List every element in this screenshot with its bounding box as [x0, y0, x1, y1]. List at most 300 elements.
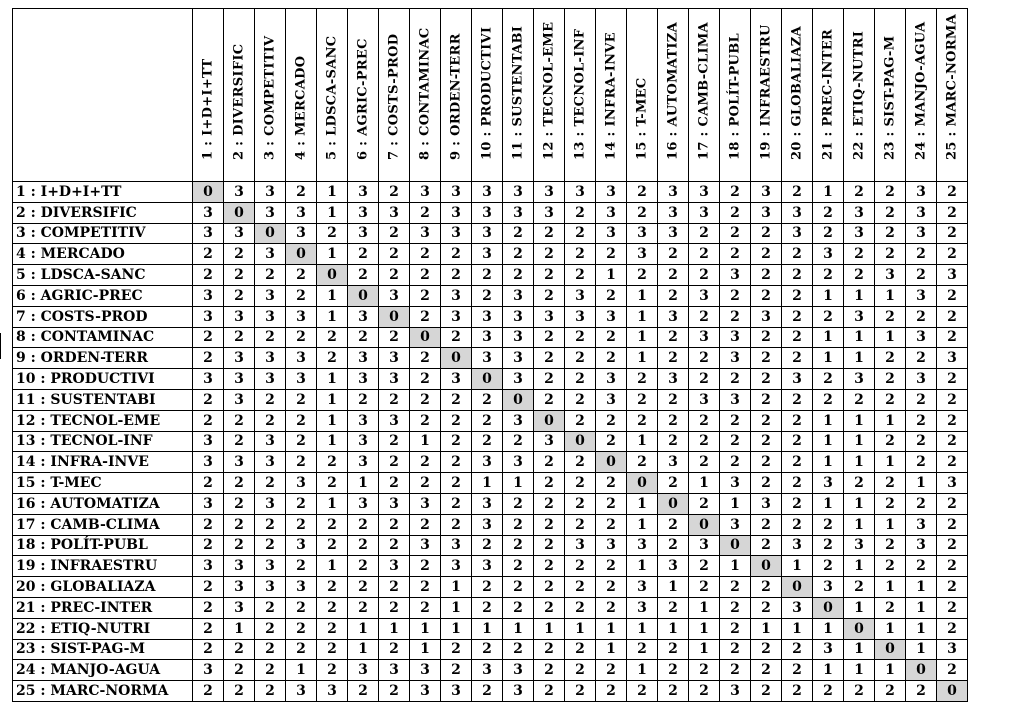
matrix-cell: 2 [937, 410, 968, 431]
matrix-cell: 2 [937, 514, 968, 535]
column-header [503, 9, 534, 182]
matrix-cell: 2 [193, 577, 224, 598]
table-row [13, 182, 968, 203]
matrix-cell: 2 [875, 681, 906, 702]
matrix-cell: 2 [193, 639, 224, 660]
matrix-cell: 2 [193, 681, 224, 702]
matrix-cell: 2 [224, 681, 255, 702]
matrix-cell: 3 [658, 556, 689, 577]
matrix-cell: 2 [658, 473, 689, 494]
matrix-cell: 2 [565, 369, 596, 390]
matrix-cell: 2 [503, 597, 534, 618]
matrix-cell: 2 [937, 306, 968, 327]
influence-matrix [12, 8, 968, 702]
column-header [813, 9, 844, 182]
matrix-cell: 2 [348, 514, 379, 535]
matrix-cell: 1 [410, 639, 441, 660]
matrix-cell: 2 [720, 202, 751, 223]
matrix-cell: 3 [503, 681, 534, 702]
matrix-cell: 1 [317, 556, 348, 577]
matrix-cell: 2 [317, 660, 348, 681]
table-row [13, 265, 968, 286]
matrix-cell: 3 [441, 369, 472, 390]
matrix-cell: 2 [937, 182, 968, 203]
matrix-cell: 3 [782, 223, 813, 244]
matrix-cell: 3 [286, 369, 317, 390]
matrix-cell: 3 [658, 369, 689, 390]
matrix-cell: 2 [441, 410, 472, 431]
matrix-cell: 3 [224, 348, 255, 369]
matrix-cell: 2 [224, 514, 255, 535]
matrix-cell: 1 [875, 327, 906, 348]
column-header-label: 11 : SUSTENTABI [510, 25, 526, 160]
matrix-cell: 1 [596, 265, 627, 286]
matrix-cell: 2 [565, 473, 596, 494]
matrix-cell: 3 [689, 182, 720, 203]
matrix-cell: 2 [503, 577, 534, 598]
matrix-cell: 3 [875, 265, 906, 286]
matrix-cell: 1 [534, 618, 565, 639]
matrix-cell: 2 [596, 244, 627, 265]
diagonal-cell: 0 [689, 514, 720, 535]
matrix-cell: 3 [565, 306, 596, 327]
matrix-cell: 2 [224, 265, 255, 286]
matrix-cell: 2 [317, 223, 348, 244]
matrix-cell: 2 [224, 473, 255, 494]
matrix-cell: 3 [348, 660, 379, 681]
matrix-cell: 2 [720, 244, 751, 265]
row-header-label: 17 : CAMB-CLIMA [13, 514, 193, 535]
column-header-label: 16 : AUTOMATIZA [665, 22, 681, 160]
matrix-cell: 2 [193, 514, 224, 535]
matrix-cell: 3 [286, 202, 317, 223]
matrix-cell: 3 [379, 369, 410, 390]
matrix-cell: 3 [379, 202, 410, 223]
matrix-cell: 3 [782, 597, 813, 618]
matrix-cell: 2 [410, 369, 441, 390]
matrix-cell: 2 [565, 556, 596, 577]
matrix-cell: 2 [410, 202, 441, 223]
matrix-cell: 3 [658, 223, 689, 244]
matrix-cell: 2 [751, 369, 782, 390]
matrix-cell: 2 [503, 514, 534, 535]
matrix-cell: 3 [224, 306, 255, 327]
column-header-label: 15 : T-MEC [634, 77, 650, 160]
matrix-cell: 2 [689, 410, 720, 431]
matrix-cell: 3 [751, 182, 782, 203]
matrix-cell: 1 [813, 660, 844, 681]
matrix-cell: 3 [472, 348, 503, 369]
matrix-cell: 3 [472, 493, 503, 514]
matrix-cell: 2 [193, 535, 224, 556]
matrix-cell: 3 [689, 285, 720, 306]
matrix-cell: 3 [255, 556, 286, 577]
matrix-cell: 3 [286, 473, 317, 494]
matrix-cell: 2 [379, 431, 410, 452]
column-header [875, 9, 906, 182]
matrix-cell: 2 [658, 514, 689, 535]
matrix-cell: 3 [906, 285, 937, 306]
column-header-row [13, 9, 968, 182]
matrix-cell: 3 [472, 327, 503, 348]
matrix-cell: 2 [503, 556, 534, 577]
matrix-cell: 1 [410, 431, 441, 452]
matrix-cell: 2 [596, 514, 627, 535]
matrix-cell: 3 [472, 182, 503, 203]
matrix-cell: 1 [658, 577, 689, 598]
matrix-cell: 3 [286, 681, 317, 702]
matrix-cell: 2 [472, 681, 503, 702]
matrix-cell: 2 [782, 514, 813, 535]
matrix-cell: 3 [596, 369, 627, 390]
matrix-cell: 2 [534, 265, 565, 286]
matrix-cell: 2 [317, 514, 348, 535]
column-header [534, 9, 565, 182]
matrix-cell: 2 [720, 577, 751, 598]
matrix-cell: 3 [844, 535, 875, 556]
matrix-cell: 2 [782, 639, 813, 660]
matrix-cell: 2 [503, 535, 534, 556]
matrix-cell: 2 [751, 285, 782, 306]
row-header-label: 11 : SUSTENTABI [13, 389, 193, 410]
matrix-cell: 1 [782, 556, 813, 577]
diagonal-cell: 0 [193, 182, 224, 203]
matrix-cell: 1 [875, 618, 906, 639]
column-header-label: 13 : TECNOL-INF [572, 28, 588, 160]
matrix-cell: 2 [286, 493, 317, 514]
matrix-cell: 3 [348, 452, 379, 473]
matrix-cell: 3 [410, 660, 441, 681]
table-row [13, 410, 968, 431]
matrix-cell: 2 [689, 265, 720, 286]
matrix-cell: 2 [286, 327, 317, 348]
matrix-cell: 1 [317, 369, 348, 390]
matrix-cell: 1 [379, 618, 410, 639]
matrix-cell: 2 [720, 223, 751, 244]
table-row [13, 327, 968, 348]
matrix-cell: 2 [906, 244, 937, 265]
matrix-cell: 3 [224, 182, 255, 203]
matrix-cell: 2 [689, 369, 720, 390]
matrix-cell: 3 [813, 473, 844, 494]
matrix-cell: 2 [224, 660, 255, 681]
matrix-cell: 3 [596, 389, 627, 410]
matrix-cell: 2 [441, 493, 472, 514]
matrix-cell: 2 [596, 556, 627, 577]
matrix-cell: 2 [813, 681, 844, 702]
matrix-cell: 2 [906, 348, 937, 369]
matrix-cell: 2 [658, 639, 689, 660]
matrix-cell: 1 [813, 618, 844, 639]
matrix-cell: 2 [782, 452, 813, 473]
matrix-cell: 3 [844, 202, 875, 223]
matrix-cell: 2 [751, 348, 782, 369]
matrix-cell: 2 [286, 389, 317, 410]
matrix-cell: 2 [565, 223, 596, 244]
matrix-cell: 3 [596, 535, 627, 556]
matrix-cell: 3 [565, 285, 596, 306]
matrix-cell: 2 [565, 410, 596, 431]
matrix-cell: 2 [379, 577, 410, 598]
column-header-label: 6 : AGRIC-PREC [355, 38, 371, 160]
matrix-cell: 3 [658, 182, 689, 203]
matrix-cell: 1 [720, 556, 751, 577]
diagonal-cell: 0 [720, 535, 751, 556]
matrix-cell: 1 [689, 639, 720, 660]
matrix-cell: 2 [596, 681, 627, 702]
matrix-cell: 2 [596, 285, 627, 306]
table-row [13, 597, 968, 618]
table-row [13, 223, 968, 244]
matrix-cell: 3 [472, 556, 503, 577]
matrix-cell: 1 [844, 285, 875, 306]
matrix-cell: 2 [937, 618, 968, 639]
column-header-label: 12 : TECNOL-EME [541, 21, 557, 160]
matrix-cell: 2 [844, 577, 875, 598]
matrix-cell: 2 [720, 660, 751, 681]
matrix-cell: 3 [751, 493, 782, 514]
column-header [348, 9, 379, 182]
column-header [782, 9, 813, 182]
matrix-cell: 2 [379, 244, 410, 265]
matrix-cell: 2 [534, 556, 565, 577]
matrix-cell: 2 [565, 389, 596, 410]
matrix-cell: 1 [875, 577, 906, 598]
matrix-cell: 3 [255, 348, 286, 369]
diagonal-cell: 0 [844, 618, 875, 639]
matrix-cell: 2 [441, 265, 472, 286]
matrix-cell: 1 [410, 618, 441, 639]
matrix-cell: 3 [844, 306, 875, 327]
matrix-cell: 3 [720, 681, 751, 702]
matrix-cell: 3 [286, 577, 317, 598]
matrix-cell: 2 [255, 410, 286, 431]
matrix-cell: 2 [689, 660, 720, 681]
matrix-cell: 2 [472, 389, 503, 410]
matrix-cell: 1 [472, 473, 503, 494]
matrix-cell: 3 [317, 681, 348, 702]
matrix-cell: 1 [627, 306, 658, 327]
column-header [689, 9, 720, 182]
column-header [410, 9, 441, 182]
column-header [596, 9, 627, 182]
matrix-cell: 1 [503, 473, 534, 494]
row-header-label: 2 : DIVERSIFIC [13, 202, 193, 223]
matrix-cell: 2 [658, 265, 689, 286]
matrix-cell: 1 [627, 660, 658, 681]
matrix-cell: 3 [782, 369, 813, 390]
matrix-cell: 3 [689, 202, 720, 223]
table-row [13, 369, 968, 390]
matrix-cell: 2 [658, 348, 689, 369]
matrix-cell: 2 [472, 639, 503, 660]
matrix-cell: 2 [782, 389, 813, 410]
matrix-cell: 2 [596, 431, 627, 452]
matrix-cell: 3 [193, 493, 224, 514]
matrix-cell: 3 [410, 182, 441, 203]
matrix-cell: 3 [906, 182, 937, 203]
matrix-cell: 1 [627, 431, 658, 452]
column-header-label: 10 : PRODUCTIVI [479, 26, 495, 160]
matrix-cell: 2 [255, 535, 286, 556]
matrix-cell: 2 [782, 182, 813, 203]
corner-cell [13, 9, 193, 182]
matrix-cell: 1 [441, 618, 472, 639]
matrix-cell: 2 [751, 660, 782, 681]
matrix-cell: 2 [627, 452, 658, 473]
matrix-cell: 2 [906, 410, 937, 431]
matrix-cell: 3 [193, 452, 224, 473]
matrix-cell: 2 [348, 577, 379, 598]
table-row [13, 639, 968, 660]
matrix-cell: 1 [441, 597, 472, 618]
matrix-cell: 2 [689, 244, 720, 265]
matrix-cell: 2 [906, 452, 937, 473]
diagonal-cell: 0 [565, 431, 596, 452]
row-header-label: 15 : T-MEC [13, 473, 193, 494]
matrix-cell: 2 [627, 639, 658, 660]
matrix-cell: 2 [379, 514, 410, 535]
column-header-label: 21 : PREC-INTER [820, 28, 836, 160]
matrix-cell: 1 [565, 618, 596, 639]
matrix-cell: 2 [193, 473, 224, 494]
column-header-label: 3 : COMPETITIV [262, 35, 278, 160]
table-row [13, 306, 968, 327]
diagonal-cell: 0 [875, 639, 906, 660]
matrix-cell: 3 [348, 202, 379, 223]
matrix-cell: 2 [472, 535, 503, 556]
row-header-label: 19 : INFRAESTRU [13, 556, 193, 577]
matrix-cell: 2 [751, 514, 782, 535]
matrix-cell: 2 [596, 577, 627, 598]
column-header-label: 8 : CONTAMINAC [417, 27, 433, 160]
matrix-cell: 3 [472, 306, 503, 327]
matrix-cell: 1 [720, 493, 751, 514]
matrix-cell: 2 [720, 597, 751, 618]
column-header-label: 18 : POLÍT-PUBL [727, 33, 743, 160]
matrix-cell: 3 [348, 182, 379, 203]
column-header [379, 9, 410, 182]
matrix-cell: 2 [844, 681, 875, 702]
matrix-cell: 2 [782, 493, 813, 514]
matrix-cell: 2 [875, 431, 906, 452]
matrix-cell: 2 [410, 244, 441, 265]
row-header-label: 1 : I+D+I+TT [13, 182, 193, 203]
matrix-cell: 2 [441, 431, 472, 452]
matrix-cell: 3 [720, 265, 751, 286]
matrix-cell: 2 [286, 514, 317, 535]
matrix-cell: 1 [348, 639, 379, 660]
matrix-cell: 2 [689, 223, 720, 244]
matrix-cell: 2 [348, 327, 379, 348]
matrix-cell: 3 [627, 223, 658, 244]
matrix-cell: 3 [441, 681, 472, 702]
matrix-cell: 1 [689, 473, 720, 494]
matrix-cell: 3 [379, 493, 410, 514]
matrix-cell: 2 [565, 244, 596, 265]
matrix-cell: 1 [813, 285, 844, 306]
matrix-cell: 3 [658, 306, 689, 327]
matrix-cell: 2 [875, 556, 906, 577]
matrix-cell: 2 [813, 265, 844, 286]
matrix-cell: 2 [937, 493, 968, 514]
matrix-cell: 2 [255, 618, 286, 639]
matrix-cell: 3 [596, 223, 627, 244]
matrix-cell: 2 [937, 389, 968, 410]
matrix-cell: 3 [379, 348, 410, 369]
matrix-cell: 2 [720, 452, 751, 473]
matrix-cell: 1 [317, 244, 348, 265]
diagonal-cell: 0 [751, 556, 782, 577]
matrix-cell: 1 [317, 410, 348, 431]
matrix-cell: 2 [379, 681, 410, 702]
matrix-cell: 2 [844, 473, 875, 494]
matrix-cell: 1 [813, 182, 844, 203]
matrix-cell: 3 [503, 348, 534, 369]
matrix-cell: 1 [813, 493, 844, 514]
matrix-cell: 1 [627, 348, 658, 369]
table-row [13, 244, 968, 265]
matrix-cell: 2 [875, 473, 906, 494]
matrix-cell: 3 [937, 348, 968, 369]
matrix-cell: 2 [782, 244, 813, 265]
matrix-cell: 2 [937, 327, 968, 348]
matrix-cell: 2 [379, 265, 410, 286]
matrix-cell: 3 [503, 285, 534, 306]
matrix-cell: 2 [379, 182, 410, 203]
matrix-cell: 3 [720, 327, 751, 348]
matrix-cell: 3 [906, 514, 937, 535]
matrix-cell: 2 [224, 639, 255, 660]
matrix-cell: 2 [565, 327, 596, 348]
matrix-cell: 2 [193, 597, 224, 618]
column-header-label: 7 : COSTS-PROD [386, 33, 402, 160]
matrix-cell: 2 [410, 285, 441, 306]
matrix-cell: 1 [844, 597, 875, 618]
matrix-cell: 2 [286, 452, 317, 473]
matrix-cell: 3 [937, 265, 968, 286]
matrix-cell: 1 [627, 556, 658, 577]
matrix-cell: 2 [906, 431, 937, 452]
matrix-cell: 2 [193, 348, 224, 369]
row-header-label: 25 : MARC-NORMA [13, 681, 193, 702]
row-header-label: 20 : GLOBALIAZA [13, 577, 193, 598]
matrix-cell: 2 [348, 265, 379, 286]
matrix-cell: 2 [658, 410, 689, 431]
matrix-cell: 2 [751, 431, 782, 452]
matrix-cell: 2 [596, 327, 627, 348]
matrix-cell: 1 [875, 410, 906, 431]
matrix-cell: 2 [317, 535, 348, 556]
matrix-cell: 2 [534, 389, 565, 410]
matrix-cell: 3 [255, 202, 286, 223]
matrix-cell: 2 [410, 514, 441, 535]
matrix-cell: 2 [565, 681, 596, 702]
matrix-cell: 3 [658, 452, 689, 473]
matrix-cell: 1 [844, 514, 875, 535]
matrix-cell: 2 [379, 597, 410, 618]
matrix-cell: 2 [410, 306, 441, 327]
matrix-cell: 1 [348, 473, 379, 494]
matrix-cell: 3 [813, 639, 844, 660]
matrix-cell: 3 [689, 535, 720, 556]
matrix-cell: 3 [255, 244, 286, 265]
matrix-cell: 2 [906, 265, 937, 286]
row-header-label: 23 : SIST-PAG-M [13, 639, 193, 660]
matrix-cell: 3 [255, 306, 286, 327]
matrix-cell: 1 [844, 348, 875, 369]
column-header-label: 24 : MANJO-AGUA [913, 21, 929, 160]
